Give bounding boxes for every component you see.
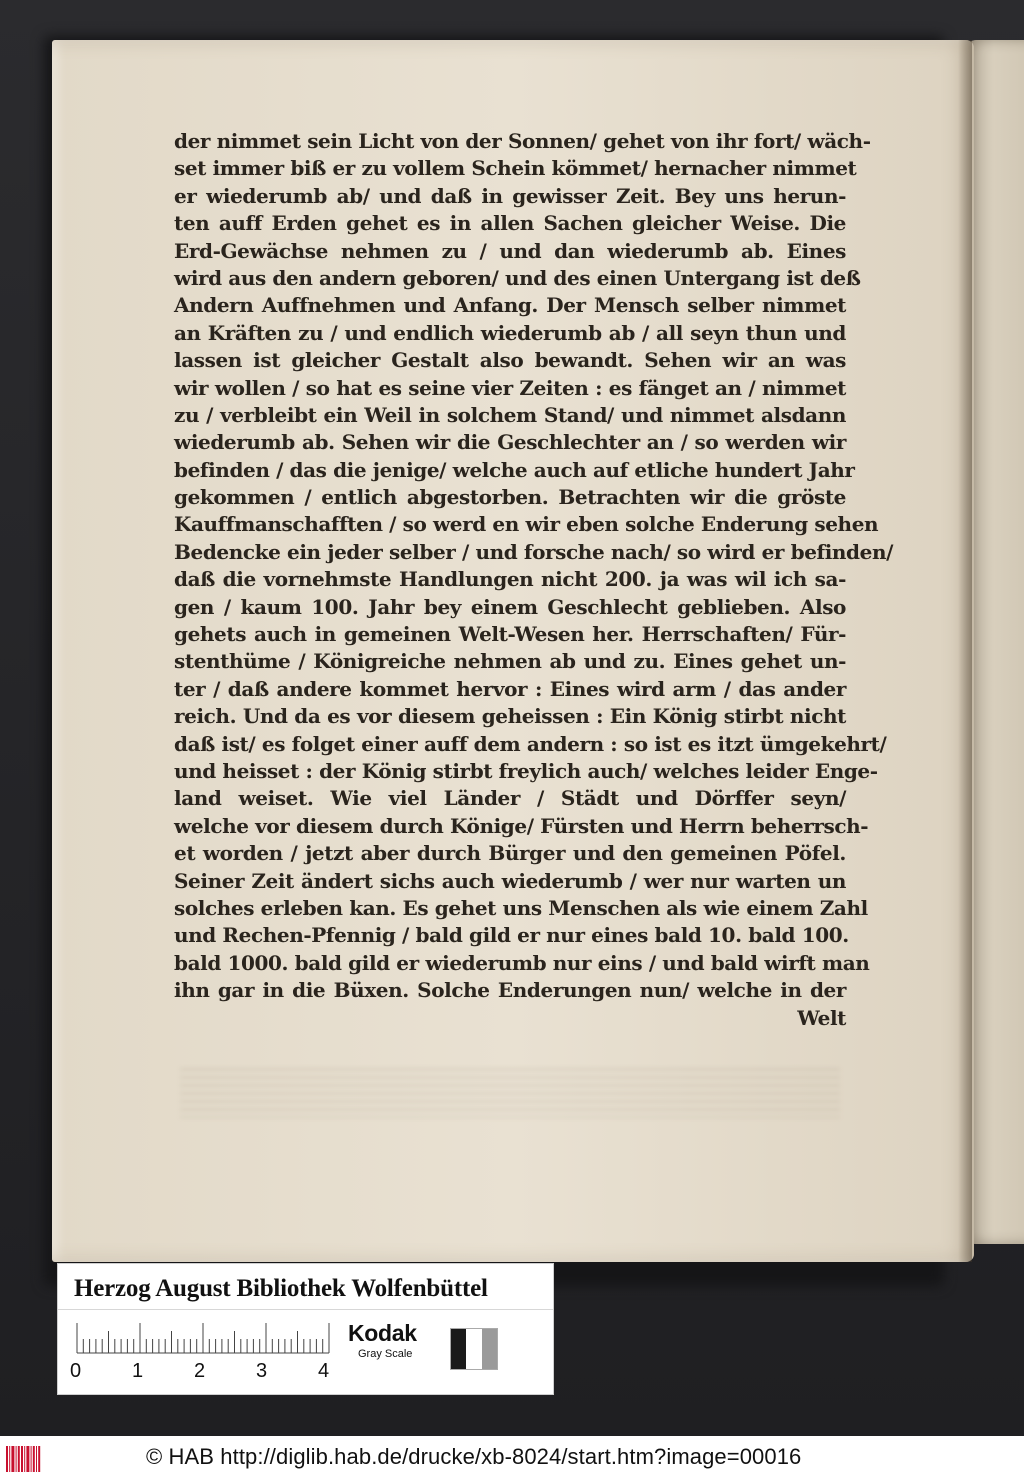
ruler-numbers [70,1360,380,1384]
text-line: gekommen / entlich abgestorben. Betrachten wir die gröste [174,485,846,510]
logo-bar [33,1446,35,1472]
show-through [180,1068,840,1118]
text-line: daß ist/ es folget einer auff dem andern : so ist es itzt ümgekehrt/ [174,731,887,756]
text-line: ihn gar in die Büxen. Solche Enderungen nun/ welche in der [174,978,846,1003]
hab-barcode-logo-icon [4,1442,44,1476]
card-divider [58,1309,553,1310]
ruler-number: 0 [70,1360,82,1382]
text-line: gen / kaum 100. Jahr bey einem Geschlecht geblieben. Also [174,594,846,619]
text-line: der nimmet sein Licht von der Sonnen/ gehet von ihr fort/ wäch- [174,129,871,153]
logo-bar [31,1446,32,1472]
page-gutter [958,40,972,1262]
text-line: solches erleben kan. Es gehet uns Menschen als wie einem Zahl [174,895,868,920]
page-text [174,128,894,1032]
text-line: zu / verbleibt ein Weil in solchem Stand/ und nimmet alsdann [174,402,846,427]
text-line: und Rechen-Pfennig / bald gild er nur eines bald 10. bald 100. [174,923,849,948]
ruler-number: 2 [194,1360,206,1382]
ruler-ticks [73,1320,343,1354]
text-line: er wiederumb ab/ und daß in gewisser Zeit. Bey uns herun- [174,183,846,208]
text-line: Bedencke ein jeder selber / und forsche nach/ so wird er befinden/ [174,539,894,564]
logo-bar [16,1446,17,1472]
text-line: et worden / jetzt aber durch Bürger und den gemeinen Pöfel. [174,841,846,866]
logo-bar [9,1446,10,1472]
logo-bar [18,1446,20,1472]
logo-bar [11,1446,14,1472]
text-line: bald 1000. bald gild er wiederumb nur eins / und bald wirft man [174,950,870,975]
logo-bar [38,1446,40,1472]
gray-patch [466,1329,481,1369]
logo-bar [21,1446,23,1472]
text-line: Andern Auffnehmen und Anfang. Der Mensch selber nimmet [174,293,846,318]
ruler-number: 3 [256,1360,268,1382]
kodak-logo: Kodak [348,1320,417,1346]
text-line: ten auff Erden gehet es in allen Sachen gleicher Weise. Die [174,211,846,236]
gray-patch [482,1329,497,1369]
text-line: wird aus den andern geboren/ und des einen Untergang ist deß [174,265,861,290]
footer-bar [0,1436,1024,1482]
logo-bar [36,1446,37,1472]
logo-bar [26,1446,29,1472]
next-page-edge [966,40,1024,1244]
gray-scale-label: Gray Scale [358,1348,413,1360]
text-line: an Kräften zu / und endlich wiederumb ab / all seyn thun und [174,320,846,345]
text-line: wir wollen / so hat es seine vier Zeiten : es fänget an / nimmet [174,375,846,400]
logo-bar [6,1446,8,1472]
text-line: land weiset. Wie viel Länder / Städt und Dörffer seyn/ [174,786,846,811]
ruler-number: 1 [132,1360,144,1382]
text-line: und heisset : der König stirbt freylich auch/ welches leider Enge- [174,758,878,783]
text-line: Erd-Gewächse nehmen zu / und dan wiederumb ab. Eines [174,238,846,263]
color-card [57,1263,554,1395]
text-line: daß die vornehmste Handlungen nicht 200. ja was wil ich sa- [174,567,846,592]
ruler-number: 4 [318,1360,330,1382]
footer-url[interactable]: © HAB http://diglib.hab.de/drucke/xb-8024/start.htm?image=00016 [146,1444,802,1469]
text-line: ter / daß andere kommet hervor : Eines wird arm / das ander [174,676,846,701]
text-line: gehets auch in gemeinen Welt-Wesen her. Herrschaften/ Für- [174,622,846,647]
text-line: welche vor diesem durch Könige/ Fürsten und Herrn beherrsch- [174,813,869,838]
text-line: stenthüme / Königreiche nehmen ab und zu. Eines gehet un- [174,649,846,674]
text-line: wiederumb ab. Sehen wir die Geschlechter an / so werden wir [174,430,846,455]
catchword: Welt [797,1005,846,1030]
gray-patch [451,1329,466,1369]
logo-bar [24,1446,25,1472]
card-title: Herzog August Bibliothek Wolfenbüttel [74,1275,488,1302]
text-line: befinden / das die jenige/ welche auch auf etliche hundert Jahr [174,457,855,482]
text-line: reich. Und da es vor diesem geheissen : Ein König stirbt nicht [174,704,846,729]
text-line: set immer biß er zu vollem Schein kömmet/ hernacher nimmet [174,156,857,181]
gray-scale-patches [450,1328,498,1370]
text-line: Kauffmanschafften / so werd en wir eben solche Enderung sehen [174,512,879,537]
text-line: Seiner Zeit ändert sichs auch wiederumb / wer nur warten un [174,868,846,893]
text-line: lassen ist gleicher Gestalt also bewandt. Sehen wir an was [174,348,846,373]
